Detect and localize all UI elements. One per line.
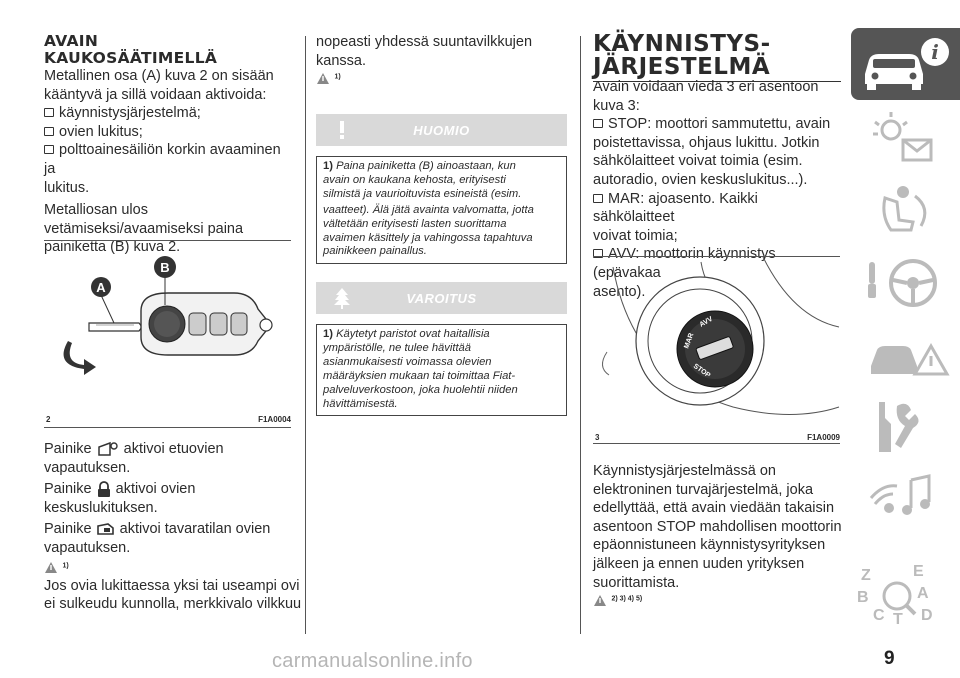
- figure-number: 3: [595, 433, 600, 442]
- tab-safety[interactable]: [851, 176, 960, 246]
- warning-header: HUOMIO: [316, 114, 567, 146]
- car-info-icon: [851, 28, 960, 100]
- column-divider: [305, 36, 306, 634]
- position-stop-label: STOP: [691, 362, 712, 380]
- tab-starting-driving[interactable]: [851, 248, 960, 318]
- multimedia-icon: [851, 464, 960, 534]
- padlock-icon: [96, 481, 112, 498]
- position-mar-label: MAR: [683, 332, 696, 350]
- steering-wheel-icon: [851, 248, 960, 318]
- svg-text:Z: Z: [861, 567, 871, 584]
- bullet-item: MAR: ajoasento. Kaikki sähkölaitteet: [593, 190, 758, 226]
- figure-key-remote: [44, 240, 291, 428]
- tab-car-info[interactable]: [851, 28, 960, 100]
- page-number: 9: [884, 648, 895, 669]
- tab-emergency[interactable]: [851, 320, 960, 390]
- position-avv-label: AVV: [698, 315, 715, 329]
- figure-ignition-switch: [593, 256, 840, 444]
- bullet-box-icon: [44, 108, 54, 117]
- warning-triangle-icon: [44, 561, 58, 574]
- svg-text:C: C: [873, 607, 885, 624]
- svg-text:E: E: [913, 563, 924, 580]
- warning-ref: 1): [44, 561, 304, 577]
- tailgate-icon: [96, 522, 116, 538]
- warning-triangle-icon: [593, 594, 607, 607]
- svg-text:A: A: [917, 585, 929, 602]
- bullet-item: polttoainesäiliön korkin avaaminen ja: [44, 142, 281, 177]
- bullet-item: käynnistysjärjestelmä;: [44, 104, 294, 123]
- section-heading-ignition: KÄYNNISTYS- JÄRJESTELMÄ: [593, 33, 841, 82]
- warning-lights-icon: [851, 104, 960, 174]
- column-divider: [580, 36, 581, 634]
- figure-code: F1A0004: [258, 415, 291, 424]
- svg-text:B: B: [857, 589, 869, 606]
- ignition-switch-illustration: [593, 257, 840, 429]
- svg-text:T: T: [893, 611, 903, 628]
- door-unlock-icon: [96, 441, 120, 457]
- tab-multimedia[interactable]: [851, 464, 960, 534]
- bullet-box-icon: [593, 119, 603, 128]
- bullet-box-icon: [593, 194, 603, 203]
- safety-seat-icon: [851, 176, 960, 246]
- environment-header: VAROITUS: [316, 282, 567, 314]
- figure-code: F1A0009: [807, 433, 840, 442]
- ignition-paragraph: Käynnistysjärjestelmässä on elektroninen turvajärjestelmä, joka edellyttää, että avain viedään takaisin asentoon STOP mahdollisen moottorin epäonnistuneen käynnistysyrityksen jälkeen ja ennen uuden yrityksen suorittamista. $^{2) 3) 4) 5)}$: [593, 462, 843, 610]
- bullet-item: ovien lukitus;: [44, 123, 294, 142]
- warning-box: 1) Paina painiketta (B) ainoastaan, kun avain on kaukana kehosta, erityisesti silmistä ja vaurioituvista esineistä (esim. vaatteet). Älä jätä avainta valvomatta, jotta vältetään erityisesti lasten suorittama avaimen käsittely ja vahingossa tapahtuva painikkeen painallus.: [316, 156, 567, 264]
- maintenance-tools-icon: [851, 392, 960, 462]
- label-a: A: [96, 280, 106, 295]
- svg-text:i: i: [931, 40, 939, 64]
- tab-warning-lights[interactable]: [851, 104, 960, 174]
- tab-index[interactable]: [851, 558, 960, 638]
- key-intro: Metallinen osa (A) kuva 2 on sisään kääntyvä ja sillä voidaan aktivoida: käynnistysjärjestelmä; ovien lukitus; polttoainesäiliön korkin avaaminen ja lukitus. Metalliosan ulos vetämiseksi/avaamiseksi paina painiketta (B) kuva 2.: [44, 67, 294, 257]
- bullet-box-icon: [44, 145, 54, 154]
- warning-ref: 2) 3) 4) 5): [593, 594, 843, 610]
- button-descriptions: Painike aktivoi etuovien vapautuksen. Painike aktivoi ovien keskuslukituksen. Painike aktivoi tavaratilan ovien vapautuksen. $^{1)}$ Jos ovia lukittaessa yksi tai useampi ovi ei sulkeudu kunnolla, merkkivalo vilkkuu: [44, 440, 304, 614]
- label-b: B: [160, 260, 170, 275]
- warning-ref: 1): [316, 72, 568, 88]
- alphabetical-index-icon: [851, 558, 960, 638]
- warning-triangle-icon: [316, 72, 330, 85]
- bullet-item: AVV: moottorin käynnistys (epävakaa: [593, 246, 776, 281]
- tab-maintenance[interactable]: [851, 392, 960, 462]
- bullet-box-icon: [44, 127, 54, 136]
- bullet-item: STOP: moottori sammutettu, avain: [593, 115, 843, 134]
- section-heading-key: AVAIN KAUKOSÄÄTIMELLÄ: [44, 32, 218, 67]
- svg-text:D: D: [921, 607, 933, 624]
- environment-box: 1) Käytetyt paristot ovat haitallisia ympäristölle, ne tulee hävittää asianmukaisesti voimassa olevien määräyksien mukaan tai toimittaa Fiat- palveluverkostoon, joka huolehtii niiden hävittämisestä.: [316, 324, 567, 416]
- key-remote-illustration: [44, 241, 291, 411]
- emergency-car-icon: [851, 320, 960, 390]
- figure-number: 2: [46, 415, 51, 424]
- watermark: carmanualsonline.info: [272, 650, 473, 672]
